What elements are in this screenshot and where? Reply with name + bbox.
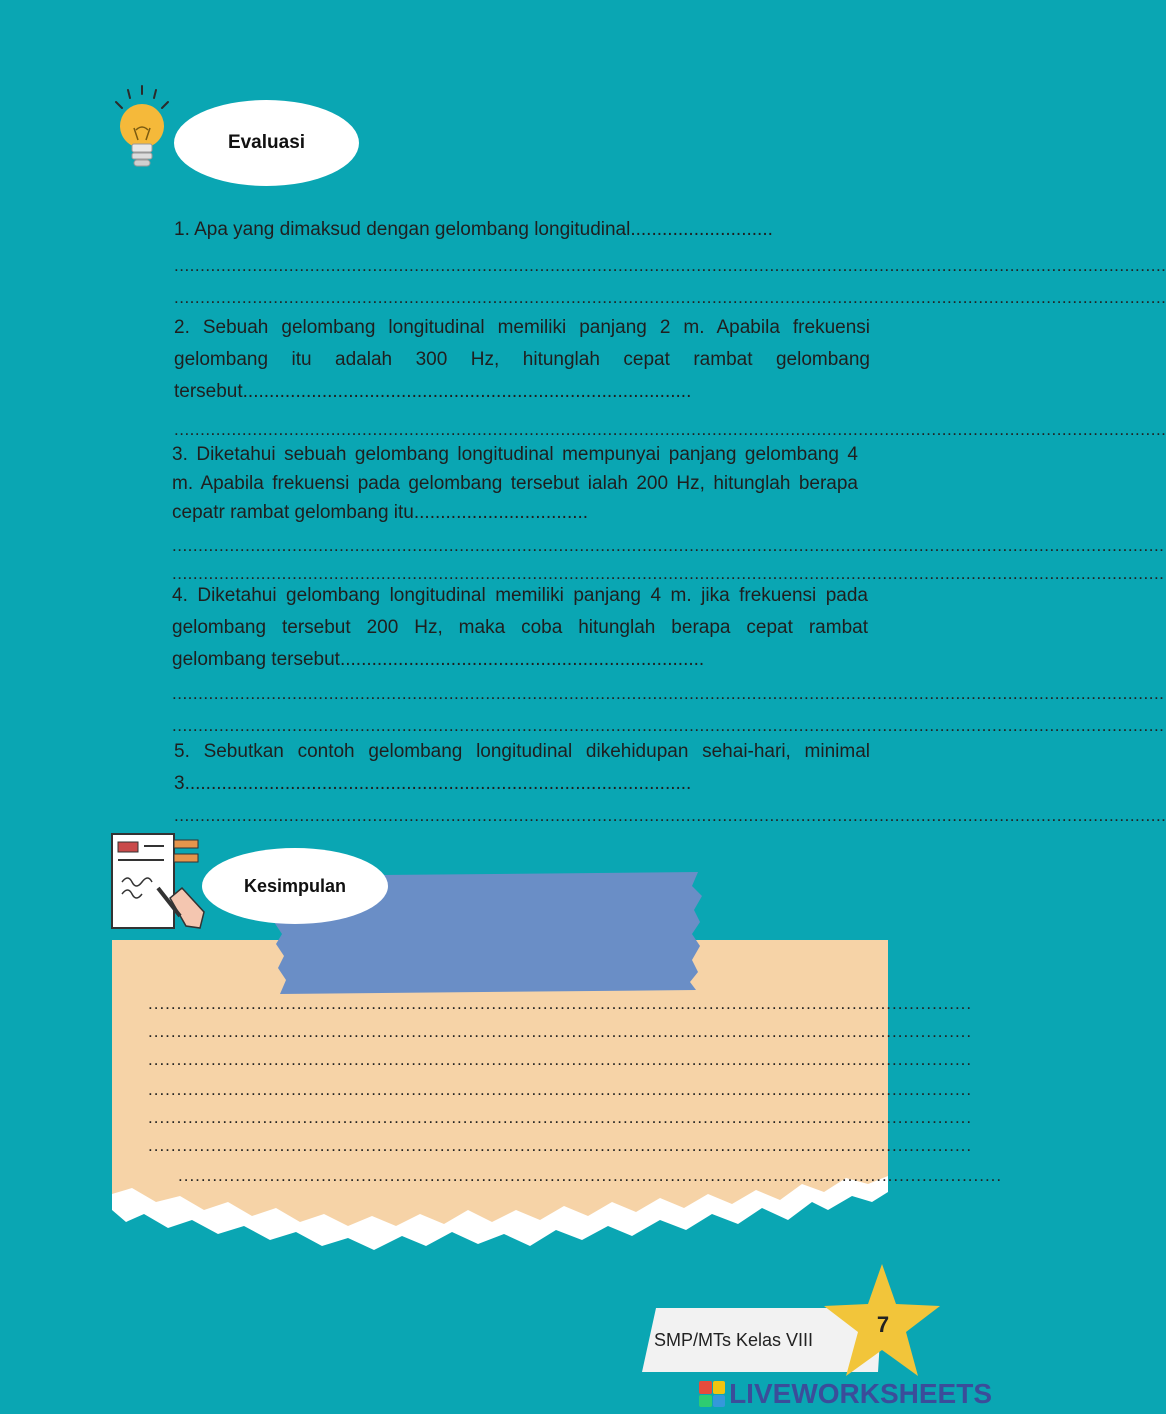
answer-line[interactable]: ..............................................................................................................................................................................................	[174, 806, 1166, 825]
page-number: 7	[876, 1312, 890, 1337]
answer-line[interactable]: ..............................................................................................................................................................................................	[174, 288, 1166, 307]
question-1: 1. Apa yang dimaksud dengan gelombang longitudinal...........................	[174, 219, 773, 240]
liveworksheets-watermark	[699, 1376, 992, 1412]
question-4: 4. Diketahui gelombang longitudinal memiliki panjang 4 m. jika frekuensi pada gelombang tersebut 200 Hz, maka coba hitunglah berapa cepat rambat gelombang tersebut.....................................................................	[172, 585, 868, 670]
answer-line[interactable]: ..............................................................................................................................................................................................	[172, 564, 1165, 583]
liveworksheets-logo-icon	[699, 1381, 725, 1407]
conclusion-line[interactable]: ................................................................................................................................................	[148, 994, 973, 1013]
conclusion-line[interactable]: ................................................................................................................................................	[148, 1080, 973, 1099]
conclusion-line[interactable]: ................................................................................................................................................	[148, 1050, 973, 1069]
document-writing-icon	[110, 832, 206, 936]
evaluasi-title: Evaluasi	[174, 100, 359, 186]
lightbulb-icon	[108, 84, 172, 180]
conclusion-line[interactable]: ................................................................................................................................................	[148, 1022, 973, 1041]
answer-line[interactable]: ..............................................................................................................................................................................................	[174, 256, 1166, 275]
kesimpulan-title: Kesimpulan	[202, 848, 388, 924]
question-2: 2. Sebuah gelombang longitudinal memiliki panjang 2 m. Apabila frekuensi gelombang itu adalah 300 Hz, hitunglah cepat rambat gelombang tersebut.....................................................................................	[174, 317, 870, 402]
answer-line[interactable]: ..............................................................................................................................................................................................	[172, 684, 1165, 703]
footer-class-label: SMP/MTs Kelas VIII	[654, 1330, 814, 1350]
answer-line[interactable]: ..............................................................................................................................................................................................	[174, 420, 1166, 439]
answer-line[interactable]: ..............................................................................................................................................................................................	[172, 716, 1165, 735]
question-3: 3. Diketahui sebuah gelombang longitudinal mempunyai panjang gelombang 4 m. Apabila frekuensi pada gelombang tersebut ialah 200 Hz, hitunglah berapa cepatr rambat gelombang itu.................................	[172, 444, 858, 523]
conclusion-line[interactable]: ................................................................................................................................................	[178, 1166, 1003, 1185]
answer-line[interactable]: ..............................................................................................................................................................................................	[172, 536, 1165, 555]
question-5: 5. Sebutkan contoh gelombang longitudinal dikehidupan sehai-hari, minimal 3................................................................................................	[174, 741, 870, 794]
watermark-text: LIVEWORKSHEETS	[729, 1378, 992, 1409]
conclusion-line[interactable]: ................................................................................................................................................	[148, 1136, 973, 1155]
conclusion-line[interactable]: ................................................................................................................................................	[148, 1108, 973, 1127]
